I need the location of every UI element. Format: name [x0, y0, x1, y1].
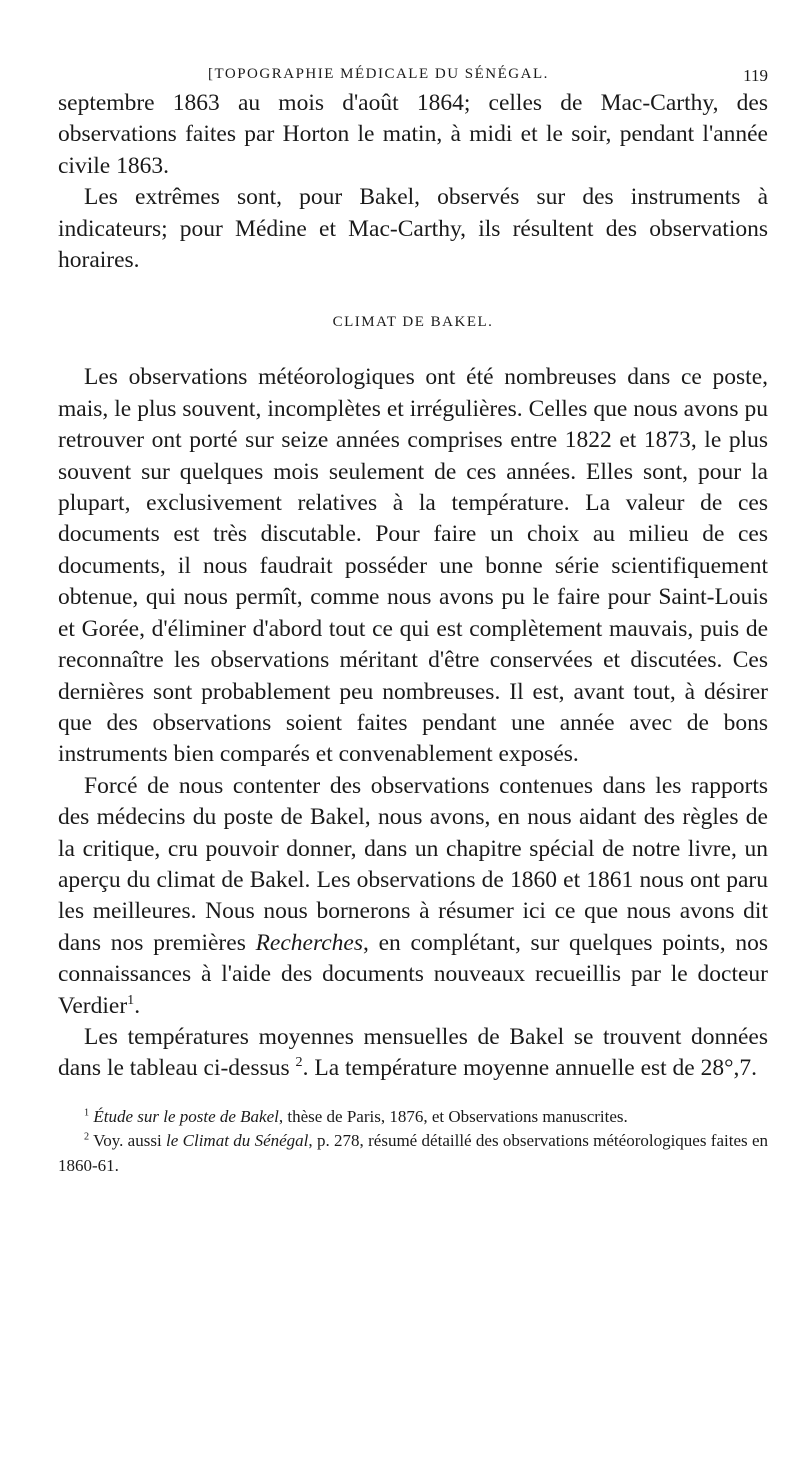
paragraph-temperatures: [58, 1022, 768, 1085]
paragraph-rapports-text-continued: , en complétant, sur quelques points, nos connaissances à l'aide des documents nouveaux recueillis par le docteur Verdier: [58, 929, 768, 1019]
footnote-ref-2[interactable]: 2: [295, 1054, 303, 1071]
body-text: [58, 88, 768, 1085]
footnote-2-prefix: Voy. aussi: [93, 1131, 167, 1151]
footnote-1-mark: 1: [84, 1107, 90, 1119]
footnote-2-title: le Climat du Sénégal: [166, 1131, 309, 1151]
footnote-1: [58, 1105, 768, 1130]
footnote-2-mark: 2: [84, 1131, 90, 1143]
book-page: [58, 58, 768, 1178]
running-head: [58, 58, 768, 88]
footnotes: [58, 1105, 768, 1179]
page-number: 119: [743, 66, 768, 85]
footnote-1-text: , thèse de Paris, 1876, et Observations manuscrites.: [278, 1106, 628, 1126]
footnote-1-title: Étude sur le poste de Bakel: [93, 1106, 279, 1126]
footnote-ref-1[interactable]: 1: [127, 991, 135, 1008]
paragraph-rapports-end: .: [134, 992, 141, 1019]
paragraph-temperatures-end: . La température moyenne annuelle est de 28°,7.: [302, 1055, 758, 1082]
running-title: [TOPOGRAPHIE MÉDICALE DU SÉNÉGAL.: [208, 66, 549, 82]
paragraph-rapports: [58, 771, 768, 1022]
section-heading: CLIMAT DE BAKEL.: [332, 314, 494, 331]
recherches-title: Recherches: [255, 929, 364, 956]
footnote-2: [58, 1129, 768, 1178]
footnote-2-text: , p. 278, résumé détaillé des observations météorologiques faites en 1860-61.: [58, 1131, 768, 1175]
paragraph-continuation: septembre 1863 au mois d'août 1864; celles de Mac-Carthy, des observations faites par Horton le matin, à midi et le soir, pendant l'année civile 1863.: [58, 90, 768, 179]
paragraph-rapports-text: Forcé de nous contenter des observations contenues dans les rapports des médecins du poste de Bakel, nous avons, en nous aidant des règles de la critique, cru pouvoir donner, dans un chapitre spécial de notre livre, un aperçu du climat de Bakel. Les observations de 1860 et 1861 nous ont paru les meilleures. Nous nous bornerons à résumer ici ce que nous avons dit dans nos premières: [58, 772, 768, 956]
paragraph-temperatures-text: Les températures moyennes mensuelles de Bakel se trouvent données dans le tableau ci-dessus: [58, 1023, 768, 1082]
paragraph-extremes: Les extrêmes sont, pour Bakel, observés sur des instruments à indicateurs; pour Médine et Mac-Carthy, ils résultent des observations horaires.: [58, 184, 768, 274]
paragraph-observations: Les observations météorologiques ont été nombreuses dans ce poste, mais, le plus souvent, incomplètes et irrégulières. Celles que nous avons pu retrouver ont porté sur seize années comprises entre 1822 et 1873, le plus souvent sur quelques mois seulement de ces années. Elles sont, pour la plupart, exclusivement relatives à la température. La valeur de ces documents est très discutable. Pour faire un choix au milieu de ces documents, il nous faudrait posséder une bonne série scientifiquement obtenue, qui nous permît, comme nous avons pu le faire pour Saint-Louis et Gorée, d'éliminer d'abord tout ce qui est complètement mauvais, puis de reconnaître les observations méritant d'être conservées et discutées. Ces dernières sont probablement peu nombreuses. Il est, avant tout, à désirer que des observations soient faites pendant une année avec de bons instruments bien comparés et convenablement exposés.: [58, 364, 768, 768]
